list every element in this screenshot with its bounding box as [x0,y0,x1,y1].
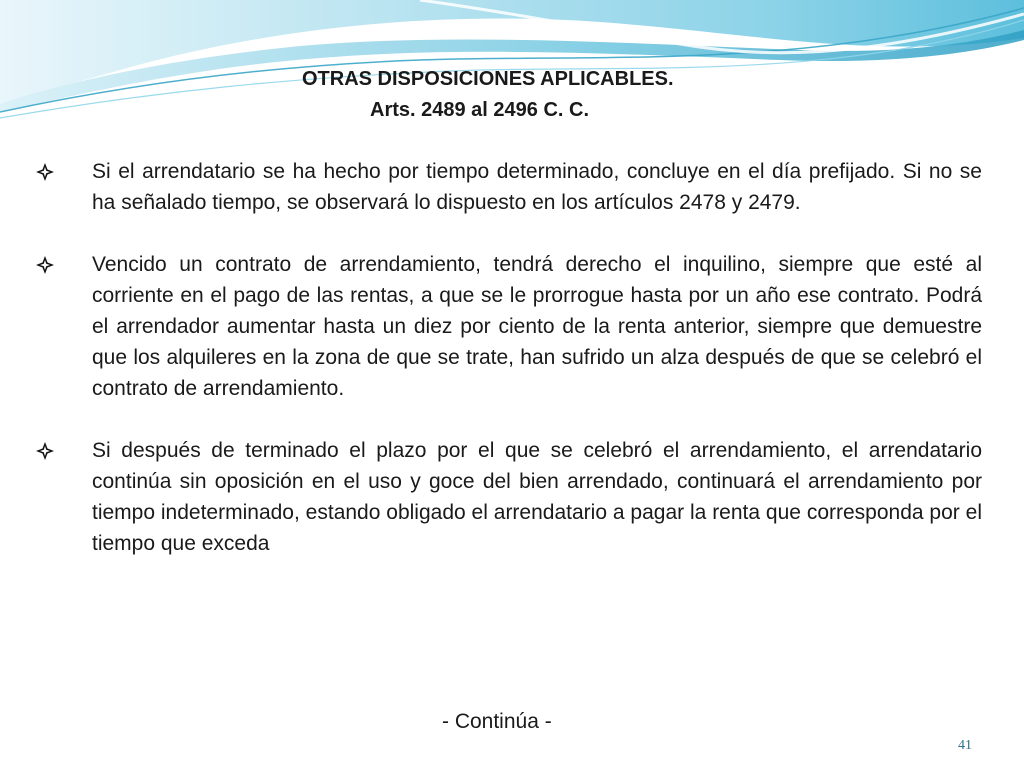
diamond-bullet-icon [36,442,54,460]
bullet-text: Si después de terminado el plazo por el que se celebró el arrendamiento, el arrendatario continúa sin oposición en el uso y goce del bien arrendado, continuará el arrendamiento por tiempo indeterminado, estando obligado el arrendatario a pagar la renta que corresponda por el tiempo que exceda [92,439,982,555]
diamond-bullet-icon [36,163,54,181]
diamond-bullet-icon [36,256,54,274]
bullet-text: Si el arrendatario se ha hecho por tiempo determinado, concluye en el día prefijado. Si no se ha señalado tiempo, se observará lo dispuesto en los artículos 2478 y 2479. [92,160,982,214]
slide-subtitle: Arts. 2489 al 2496 C. C. [370,99,590,121]
slide-title: OTRAS DISPOSICIONES APLICABLES. [302,68,674,90]
bullet-item-2 [36,249,982,404]
bullet-item-3 [36,435,982,559]
page-number: 41 [958,738,972,753]
bullet-item-1 [36,156,982,218]
bullet-text: Vencido un contrato de arrendamiento, tendrá derecho el inquilino, siempre que esté al corriente en el pago de las rentas, a que se le prorrogue hasta por un año ese contrato. Podrá el arrendador aumentar hasta un diez por ciento de la renta anterior, siempre que demuestre que los alquileres en la zona de que se trate, han sufrido un alza después de que se celebró el contrato de arrendamiento. [92,253,982,400]
continuation-label: - Continúa - [442,710,552,733]
bullet-list [36,156,982,590]
